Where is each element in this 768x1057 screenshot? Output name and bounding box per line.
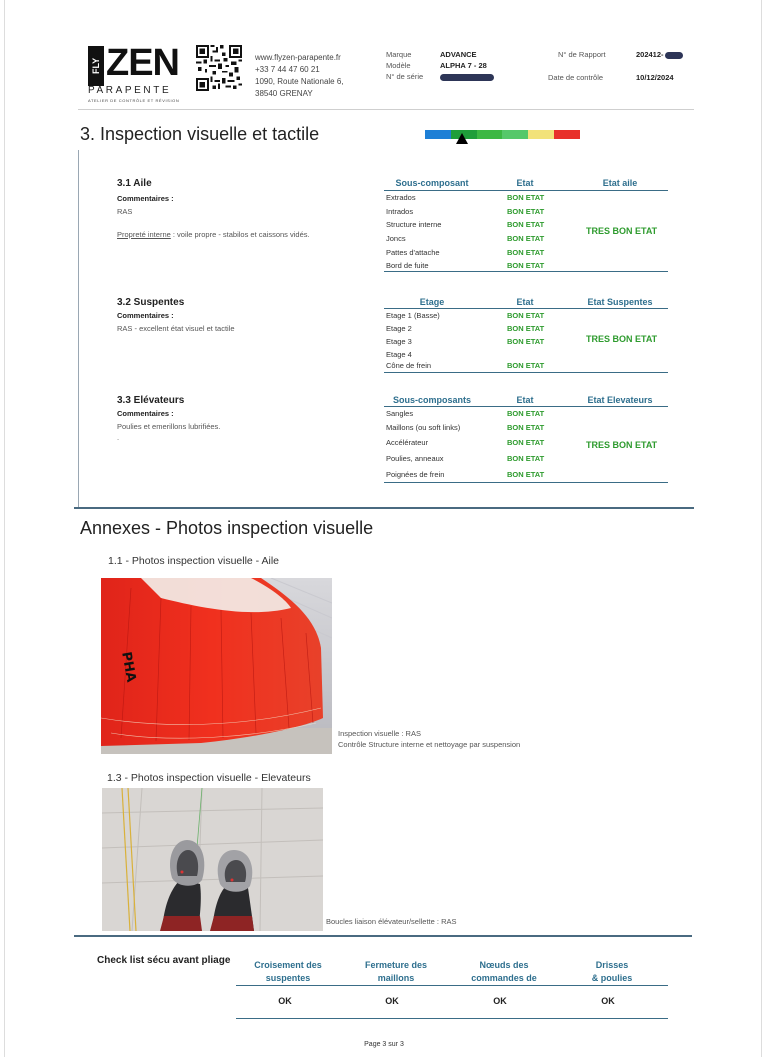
elevateurs-col-subcomponents: Sous-composants	[392, 395, 471, 405]
check-fermeture-head-2: maillons	[377, 973, 415, 983]
elevateurs-row-label: Maillons (ou soft links)	[386, 423, 461, 432]
aile-row-label: Intrados	[386, 207, 414, 216]
aile-col-etat: Etat	[516, 178, 534, 188]
aile-comment-2-link: Propreté interne	[117, 230, 171, 239]
elevateurs-row-state: BON ETAT	[507, 438, 545, 447]
qr-code-icon	[195, 45, 243, 91]
aile-row-label: Joncs	[386, 234, 406, 243]
check-noeuds-value: OK	[493, 996, 507, 1006]
suspentes-row-label: Cône de frein	[386, 361, 432, 370]
checklist-footer-line	[236, 1018, 668, 1019]
check-noeuds-head-1: Nœuds des	[479, 960, 529, 970]
annex-divider	[74, 507, 694, 509]
suspentes-row-label: Etage 2	[386, 324, 412, 333]
check-croisement-head	[233, 959, 343, 985]
suspentes-heading: 3.2 Suspentes	[117, 297, 185, 308]
aile-heading: 3.1 Aile	[117, 178, 152, 189]
date-value: 10/12/2024	[636, 73, 674, 82]
scale-segment-6	[554, 130, 580, 139]
elevateurs-comment-2: .	[117, 433, 120, 442]
scale-marker-icon	[456, 133, 468, 144]
elevateurs-heading: 3.3 Elévateurs	[117, 395, 185, 406]
elevateurs-row-label: Poulies, anneaux	[386, 454, 444, 463]
aile-row-state: BON ETAT	[507, 234, 545, 243]
scale-segment-4	[502, 130, 528, 139]
aile-row-state: BON ETAT	[507, 207, 545, 216]
phone-number: +33 7 44 47 60 21	[255, 65, 320, 74]
aile-comment-2-rest: : voile propre - stabilos et caissons vidés.	[170, 230, 310, 239]
aile-footer-line	[384, 271, 668, 272]
logo-tagline: ATELIER DE CONTRÔLE ET RÉVISION	[88, 98, 180, 103]
logo-zen: ZEN	[106, 42, 179, 84]
photo-aile-caption	[338, 728, 520, 750]
elevateurs-row-label: Accélérateur	[386, 438, 429, 447]
section-left-rule	[78, 150, 79, 508]
elevateurs-overall-state: TRES BON ETAT	[586, 440, 658, 450]
photo-elevateurs-title: 1.3 - Photos inspection visuelle - Elevateurs	[107, 772, 311, 784]
elevateurs-comment-1: Poulies et emerillons lubrifiées.	[117, 422, 221, 431]
website-link[interactable]: www.flyzen-parapente.fr	[255, 53, 341, 62]
suspentes-row-state: BON ETAT	[507, 311, 545, 320]
elevateurs-col-etat: Etat	[516, 395, 534, 405]
aile-col-etat-aile: Etat aile	[602, 178, 638, 188]
aile-comment-1: RAS	[117, 207, 133, 216]
marque-label: Marque	[386, 50, 412, 59]
suspentes-col-etat-suspentes: Etat Suspentes	[587, 297, 653, 307]
aile-comment-2	[117, 230, 310, 239]
check-drisses-head-2: & poulies	[591, 973, 633, 983]
suspentes-col-etage: Etage	[419, 297, 445, 307]
suspentes-row-label: Etage 3	[386, 337, 412, 346]
photo-aile-caption-2: Contrôle Structure interne et nettoyage par suspension	[338, 740, 521, 749]
aile-row-state: BON ETAT	[507, 248, 545, 257]
section-title: 3. Inspection visuelle et tactile	[80, 124, 320, 144]
address-line-1: 1090, Route Nationale 6,	[255, 77, 344, 86]
condition-scale	[425, 130, 580, 139]
meta-labels-left	[386, 49, 423, 82]
scale-segment-1	[425, 130, 451, 139]
logo-fly: FLY	[88, 46, 104, 86]
check-fermeture-value: OK	[385, 996, 399, 1006]
marque-value: ADVANCE	[440, 50, 477, 59]
suspentes-row-state: BON ETAT	[507, 361, 545, 370]
suspentes-col-etat: Etat	[516, 297, 534, 307]
photo-elevateurs	[102, 788, 323, 931]
check-croisement-head-2: suspentes	[265, 973, 311, 983]
suspentes-comments-label: Commentaires :	[117, 311, 174, 320]
photo-aile-text: PHA	[118, 650, 139, 684]
suspentes-header-line	[384, 308, 668, 309]
aile-header-line	[384, 190, 668, 191]
elevateurs-row-state: BON ETAT	[507, 409, 545, 418]
check-drisses-head	[557, 959, 667, 985]
check-fermeture-head-1: Fermeture des	[364, 960, 428, 970]
serie-label: N° de série	[386, 72, 424, 81]
elevateurs-header-line	[384, 406, 668, 407]
check-fermeture-head	[341, 959, 451, 985]
serie-value-redacted	[440, 71, 494, 82]
suspentes-row-label: Etage 4	[386, 350, 412, 359]
elevateurs-row-state: BON ETAT	[507, 423, 545, 432]
checklist-divider	[74, 935, 692, 937]
aile-row-state: BON ETAT	[507, 220, 545, 229]
date-label: Date de contrôle	[548, 73, 604, 82]
suspentes-overall-state: TRES BON ETAT	[586, 334, 658, 344]
photo-aile-caption-1: Inspection visuelle : RAS	[338, 729, 421, 738]
scale-segment-5	[528, 130, 554, 139]
aile-row-label: Pattes d'attache	[386, 248, 440, 257]
aile-overall-state: TRES BON ETAT	[586, 226, 658, 236]
check-noeuds-head	[449, 959, 559, 985]
aile-row-label: Extrados	[386, 193, 416, 202]
contact-info	[255, 52, 344, 100]
flyzen-logo	[86, 44, 178, 104]
elevateurs-row-state: BON ETAT	[507, 454, 545, 463]
suspentes-row-label: Etage 1 (Basse)	[386, 311, 440, 320]
elevateurs-comments-label: Commentaires :	[117, 409, 174, 418]
aile-comments-label: Commentaires :	[117, 194, 174, 203]
address-line-2: 38540 GRENAY	[255, 89, 313, 98]
elevateurs-row-label: Poignées de frein	[386, 470, 445, 479]
aile-row-state: BON ETAT	[507, 193, 545, 202]
elevateurs-footer-line	[384, 482, 668, 483]
elevateurs-row-label: Sangles	[386, 409, 414, 418]
scale-segment-3	[477, 130, 503, 139]
aile-col-subcomponent: Sous-composant	[395, 178, 469, 188]
meta-values-left	[440, 49, 494, 82]
suspentes-footer-line	[384, 372, 668, 373]
annex-title: Annexes - Photos inspection visuelle	[80, 518, 374, 538]
suspentes-row-state: BON ETAT	[507, 324, 545, 333]
aile-row-label: Structure interne	[386, 220, 442, 229]
header-divider	[78, 109, 694, 110]
check-croisement-head-1: Croisement des	[254, 960, 322, 970]
elevateurs-col-etat-elevateurs: Etat Elevateurs	[587, 395, 653, 405]
elevateurs-row-state: BON ETAT	[507, 470, 545, 479]
check-noeuds-head-2: commandes de	[471, 973, 537, 983]
rapport-label: N° de Rapport	[558, 50, 606, 59]
check-croisement-value: OK	[278, 996, 292, 1006]
modele-value: ALPHA 7 - 28	[440, 61, 487, 70]
check-drisses-value: OK	[601, 996, 615, 1006]
aile-row-label: Bord de fuite	[386, 261, 429, 270]
photo-elevateurs-caption: Boucles liaison élévateur/sellette : RAS	[326, 917, 457, 926]
suspentes-row-state: BON ETAT	[507, 337, 545, 346]
photo-aile-title: 1.1 - Photos inspection visuelle - Aile	[108, 555, 280, 567]
checklist-header-line	[236, 985, 668, 986]
rapport-value: 202412-	[636, 49, 683, 60]
logo-parapente: PARAPENTE	[88, 85, 172, 96]
suspentes-comment-1: RAS - excellent état visuel et tactile	[117, 324, 235, 333]
check-drisses-head-1: Drisses	[595, 960, 629, 970]
page-number: Page 3 sur 3	[364, 1041, 404, 1048]
checklist-title: Check list sécu avant pliage	[97, 955, 231, 966]
photo-aile	[101, 578, 332, 754]
aile-row-state: BON ETAT	[507, 261, 545, 270]
modele-label: Modèle	[386, 61, 411, 70]
